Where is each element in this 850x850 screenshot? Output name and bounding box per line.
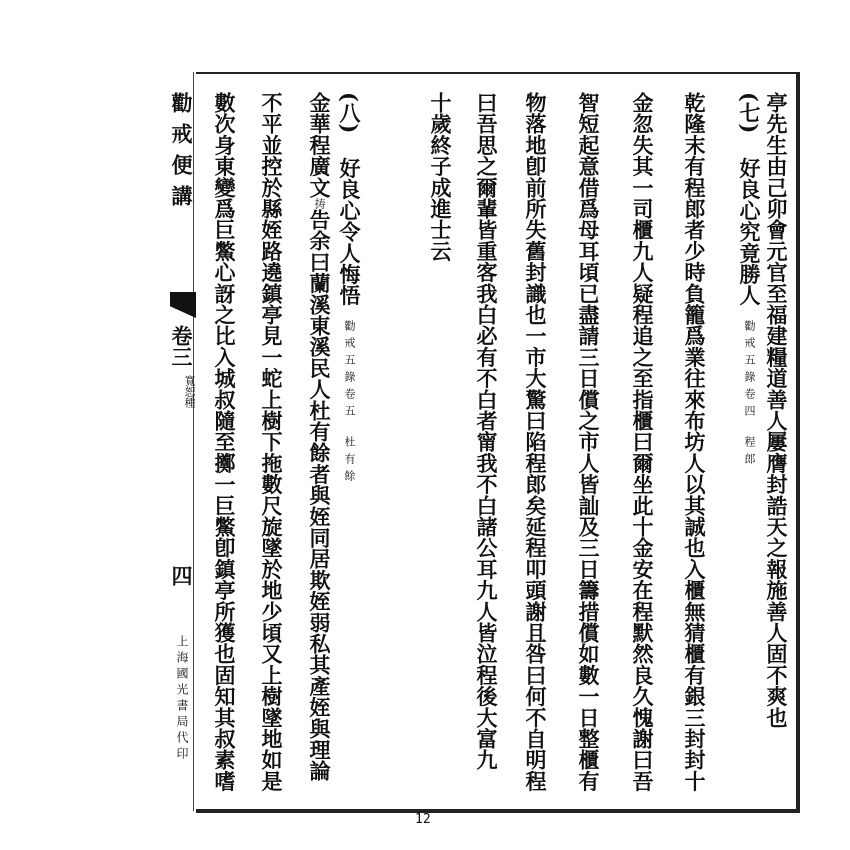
text-column-10 xyxy=(305,92,333,781)
story-8-line-start: 金華程廣文 xyxy=(307,92,332,198)
story-8-title: 好良心令人悔悟 xyxy=(337,157,362,306)
text-column-12: 數次身東變爲巨鱉心訝之比入城叔隨至擲一巨鱉卽鎮亭所獲也固知其叔素嗜 xyxy=(212,92,237,792)
text-column-4: 金忽失其一司櫃九人疑程追之至指櫃曰爾坐此十金安在程默然良久愧謝曰吾 xyxy=(630,92,655,792)
text-column-7: 曰吾思之爾輩皆重客我白必有不白者甯我不白諸公耳九人皆泣程後大富九 xyxy=(474,92,499,771)
story-7-subject: 程郎 xyxy=(743,435,756,470)
text-column-11: 不平並控於縣姪路遶鎮亭見一蛇上樹下拖數尺旋墜於地少頃又上樹墜地如是 xyxy=(259,92,284,792)
story-7-title: 好良心究竟勝人 xyxy=(737,157,762,306)
book-title: 勸戒便講 xyxy=(169,92,194,216)
story-7-source: 勸戒五錄卷四 xyxy=(743,319,756,422)
story-7-number: (七) xyxy=(737,92,762,134)
section-label: 寬恕種 xyxy=(183,375,196,408)
volume-label: 卷三 xyxy=(169,325,194,367)
story-8-subject: 杜有餘 xyxy=(343,435,356,487)
text-column-1: 亭先生由己卯會元官至福建糧道善人屢膺封誥天之報施善人固不爽也 xyxy=(764,92,789,728)
story-8-source: 勸戒五錄卷五 xyxy=(343,319,356,422)
volume-tab-icon xyxy=(170,292,196,318)
leaf-number: 四 xyxy=(169,565,194,586)
story-8-line-rest: 告余曰蘭溪東溪民人杜有餘者與姪同居欺姪弱私其產姪與理論 xyxy=(307,209,332,782)
text-column-8: 十歲終子成進士云 xyxy=(428,92,453,262)
text-column-3: 乾隆末有程郎者少時負籠爲業往來布坊人以其誠也入櫃無猜櫃有銀三封封十 xyxy=(682,92,707,792)
story-8-heading xyxy=(335,92,363,487)
text-column-6: 物落地卽前所失舊封識也一市大驚曰陷程郎矣延程叩頭謝且咎曰何不自明程 xyxy=(523,92,548,792)
printer-label: 上海國光書局代印 xyxy=(175,635,189,763)
text-column-5: 智短起意借爲母耳頃已盡請三日償之市人皆訕及三日籌措償如數一日整櫃有 xyxy=(576,92,601,792)
story-8-note: 𢭏 xyxy=(313,198,326,209)
page-number: 12 xyxy=(415,812,431,827)
story-7-heading xyxy=(735,92,763,470)
story-8-number: (八) xyxy=(337,92,362,134)
